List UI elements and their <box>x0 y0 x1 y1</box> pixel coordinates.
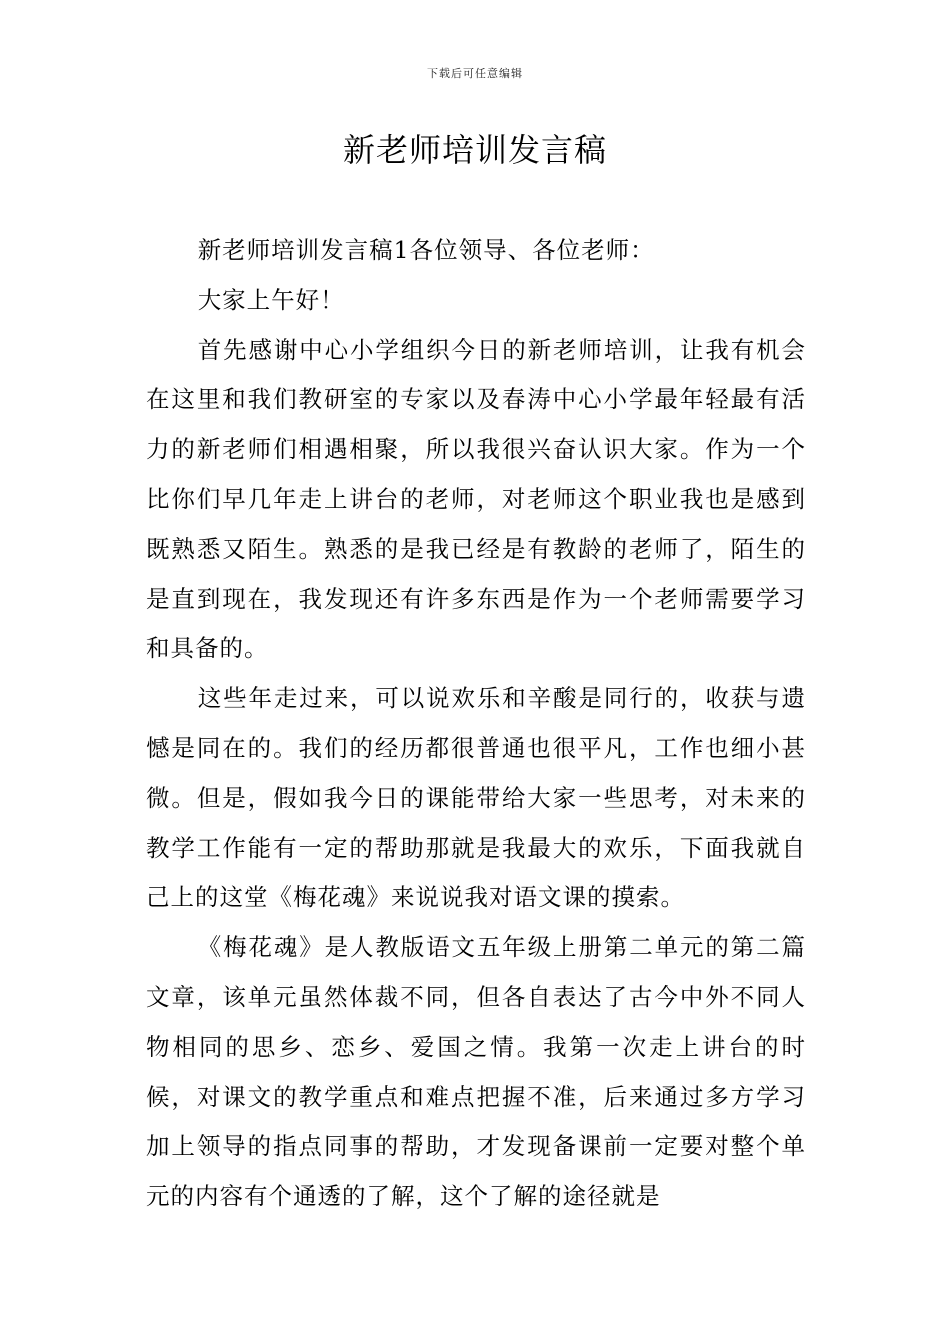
paragraph-reflection: 这些年走过来，可以说欢乐和辛酸是同行的，收获与遗憾是同在的。我们的经历都很普通也很平凡，工作也细小甚微。但是，假如我今日的课能带给大家一些思考，对未来的教学工作能有一定的帮助那就是我最大的欢乐，下面我就自己上的这堂《梅花魂》来说说我对语文课的摸索。 <box>146 684 806 912</box>
document-title: 新老师培训发言稿 <box>342 131 607 169</box>
paragraph-lesson: 《梅花魂》是人教版语文五年级上册第二单元的第二篇文章，该单元虽然体裁不同，但各自表达了古今中外不同人物相同的思乡、恋乡、爱国之情。我第一次走上讲台的时候，对课文的教学重点和难点把握不准，后来通过多方学习加上领导的指点同事的帮助，才发现备课前一定要对整个单元的内容有个通透的了解，这个了解的途径就是 <box>146 933 806 1211</box>
paragraph-introduction: 首先感谢中心小学组织今日的新老师培训，让我有机会在这里和我们教研室的专家以及春涛中心小学最年轻最有活力的新老师们相遇相聚，所以我很兴奋认识大家。作为一个比你们早几年走上讲台的老师，对老师这个职业我也是感到既熟悉又陌生。熟悉的是我已经是有教龄的老师了，陌生的是直到现在，我发现还有许多东西是作为一个老师需要学习和具备的。 <box>146 335 806 663</box>
paragraph-salutation: 大家上午好！ <box>197 285 345 314</box>
document-body <box>146 226 806 1222</box>
paragraph-greeting: 新老师培训发言稿1各位领导、各位老师： <box>197 236 655 264</box>
page-header-note: 下载后可任意编辑 <box>427 67 523 80</box>
